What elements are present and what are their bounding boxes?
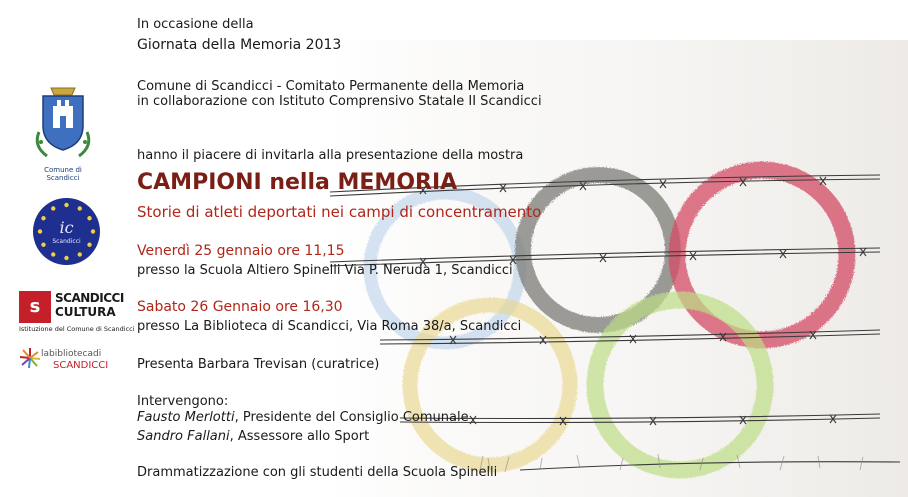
ic-logo-caption: Scandicci: [52, 238, 81, 245]
collaboration-line: in collaborazione con Istituto Comprensivo Statale II Scandicci: [137, 94, 542, 109]
event-2-date: Sabato 26 Gennaio ore 16,30: [137, 299, 343, 315]
speaker-1: [137, 410, 469, 426]
cultura-line-3: Istituzione del Comune di Scandicci: [19, 325, 135, 333]
speaker-2: [137, 429, 369, 445]
comune-logo-caption: Comune di Scandicci: [44, 166, 82, 182]
biblio-line-2: SCANDICCI: [53, 360, 109, 371]
organizer-line: Comune di Scandicci - Comitato Permanente della Memoria: [137, 79, 525, 94]
cultura-line-2: CULTURA: [55, 305, 116, 319]
speaker-2-role: , Assessore allo Sport: [229, 429, 370, 444]
biblioteca-logo: [19, 343, 119, 377]
sunburst-icon: [19, 347, 41, 369]
event-name: Giornata della Memoria 2013: [137, 37, 342, 53]
speaker-1-role: , Presidente del Consiglio Comunale: [234, 410, 469, 425]
speaker-2-name: Sandro Fallani: [137, 429, 230, 444]
intro-line-1: In occasione della: [137, 17, 254, 32]
cultura-line-1: SCANDICCI: [55, 291, 124, 305]
event-1-place: presso la Scuola Altiero Spinelli Via P. Neruda 1, Scandicci: [137, 263, 513, 278]
biblio-line-1: labibliotecadi: [41, 349, 102, 359]
ic-logo: [33, 198, 100, 265]
event-2-place: presso La Biblioteca di Scandicci, Via Roma 38/a, Scandicci: [137, 319, 522, 334]
exhibition-subtitle: Storie di atleti deportati nei campi di concentramento: [137, 203, 542, 221]
closing-line: Drammatizzazione con gli studenti della Scuola Spinelli: [137, 465, 498, 480]
speaker-1-name: Fausto Merlotti: [137, 410, 235, 425]
invitation-line: hanno il piacere di invitarla alla presentazione della mostra: [137, 148, 524, 163]
event-1-date: Venerdì 25 gennaio ore 11,15: [137, 243, 345, 259]
scandicci-cultura-logo: [19, 291, 135, 335]
presenter-line: Presenta Barbara Trevisan (curatrice): [137, 357, 380, 372]
coat-of-arms-icon: [27, 82, 99, 162]
exhibition-title: CAMPIONI nella MEMORIA: [137, 170, 458, 195]
comune-logo: [27, 82, 99, 182]
speakers-heading: Intervengono:: [137, 394, 229, 409]
sc-monogram-icon: s: [19, 291, 51, 323]
ic-logo-mark: ic: [59, 218, 74, 237]
